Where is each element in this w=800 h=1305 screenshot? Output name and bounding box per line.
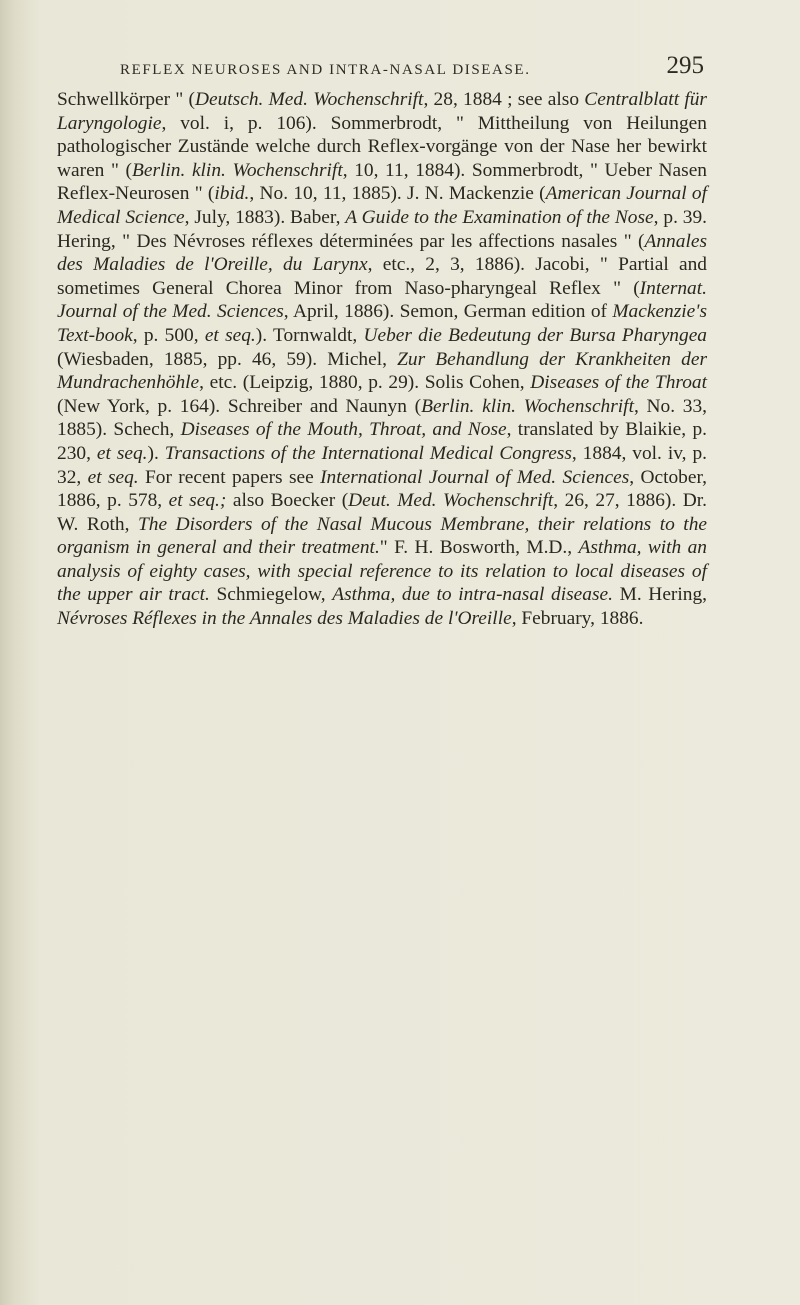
text-segment: , vol. i, p. 106). Sommerbrodt, " Mittheilung von Heilungen pathologischer Zustände welche durch Reflex-vorgänge von der Nase her bewirkt waren " ( [57,112,707,181]
text-segment: , 10, 11, 1884). Sommerbrodt, " Ueber Nasen Reflex-Neurosen " ( [57,159,708,205]
citation-title: International Journal of Med. Sciences [320,466,630,488]
citation-title: Diseases of the Throat [530,372,707,394]
text-segment: , p. 500, [132,324,205,346]
citation-title: Deut. Med. Wochenschrift [348,490,554,512]
citation-title: Asthma, due to intra-nasal disease. [332,584,613,606]
text-segment: , 1884, vol. iv, p. 32, [57,442,707,488]
text-segment: For recent papers see [138,466,321,488]
citation-title: Mackenzie's Text-book [57,301,707,346]
text-segment: , 28, 1884 ; see also [423,89,585,110]
citation-title: Diseases of the Mouth, Throat, and Nose [180,419,507,441]
text-segment: Schmiegelow, [209,584,333,606]
citation-title: et seq. [87,466,139,488]
citation-title: Asthma, with an analysis of eighty cases, with special reference to its relation to local diseases of the upper air tract. [57,537,707,606]
text-segment: , No. 33, 1885). Schech, [57,395,708,441]
citation-title: Internat. Journal of the Med. Sciences [57,277,707,323]
text-segment: M. Hering, [612,584,708,606]
page-header [120,52,704,84]
text-segment: , February, 1886. [511,608,644,630]
citation-title: ibid. [214,183,250,205]
text-segment: , October, 1886, p. 578, [57,466,707,512]
bibliography-paragraph [57,88,707,631]
citation-title: The Disorders of the Nasal Mucous Membrane, their relations to the organism in general and their treatment. [57,513,707,559]
citation-title: Deutsch. Med. Wochenschrift [194,89,424,110]
citation-title: Annales des Maladies de l'Oreille, du Larynx [57,230,707,276]
text-segment: (New York, p. 164). Schreiber and Naunyn ( [57,395,422,417]
citation-title: Transactions of the International Medical Congress [164,442,572,464]
citation-title: et seq. [204,324,256,346]
text-segment: Schwellkörper " ( [57,89,195,110]
page-number: 295 [666,52,704,79]
citation-title: Berlin. klin. Wochenschrift [421,395,634,417]
text-segment: ). [147,442,165,464]
text-segment: , p. 39. Hering, " Des Névroses réflexes déterminées par les affections nasales " ( [57,206,708,252]
citation-title: et seq.; [168,490,227,512]
text-segment: also Boecker ( [226,490,349,512]
citation-title: American Journal of Medical Science [57,183,707,228]
citation-title: Centralblatt für Laryngologie [57,89,707,134]
text-segment: (Wiesbaden, 1885, pp. 46, 59). Michel, [57,348,398,370]
citation-title: Névroses Réflexes in the Annales des Maladies de l'Oreille [57,608,512,630]
text-segment: , July, 1883). Baber, [184,206,346,228]
text-segment: " F. H. Bosworth, M.D., [379,537,579,559]
text-segment: , 26, 27, 1886). Dr. W. Roth, [57,490,707,535]
text-segment: , etc. (Leipzig, 1880, p. 29). Solis Cohen, [199,372,531,394]
text-segment: , April, 1886). Semon, German edition of [283,301,613,323]
text-segment: , etc., 2, 3, 1886). Jacobi, " Partial and sometimes General Chorea Minor from Naso-pharyngeal Reflex " ( [57,254,707,299]
citation-title: Zur Behandlung der Krankheiten der Mundrachenhöhle [57,348,707,394]
text-segment: , translated by Blaikie, p. 230, [57,419,707,464]
citation-title: Ueber die Bedeutung der Bursa Pharyngea [363,324,707,346]
citation-title: et seq. [96,442,148,464]
citation-title: Berlin. klin. Wochenschrift [132,159,343,181]
text-segment: ). Tornwaldt, [255,324,364,346]
paragraph-text [57,88,707,631]
running-head: REFLEX NEUROSES AND INTRA-NASAL DISEASE. [120,62,531,78]
citation-title: A Guide to the Examination of the Nose [345,206,654,228]
text-segment: , No. 10, 11, 1885). J. N. Mackenzie ( [249,183,546,205]
